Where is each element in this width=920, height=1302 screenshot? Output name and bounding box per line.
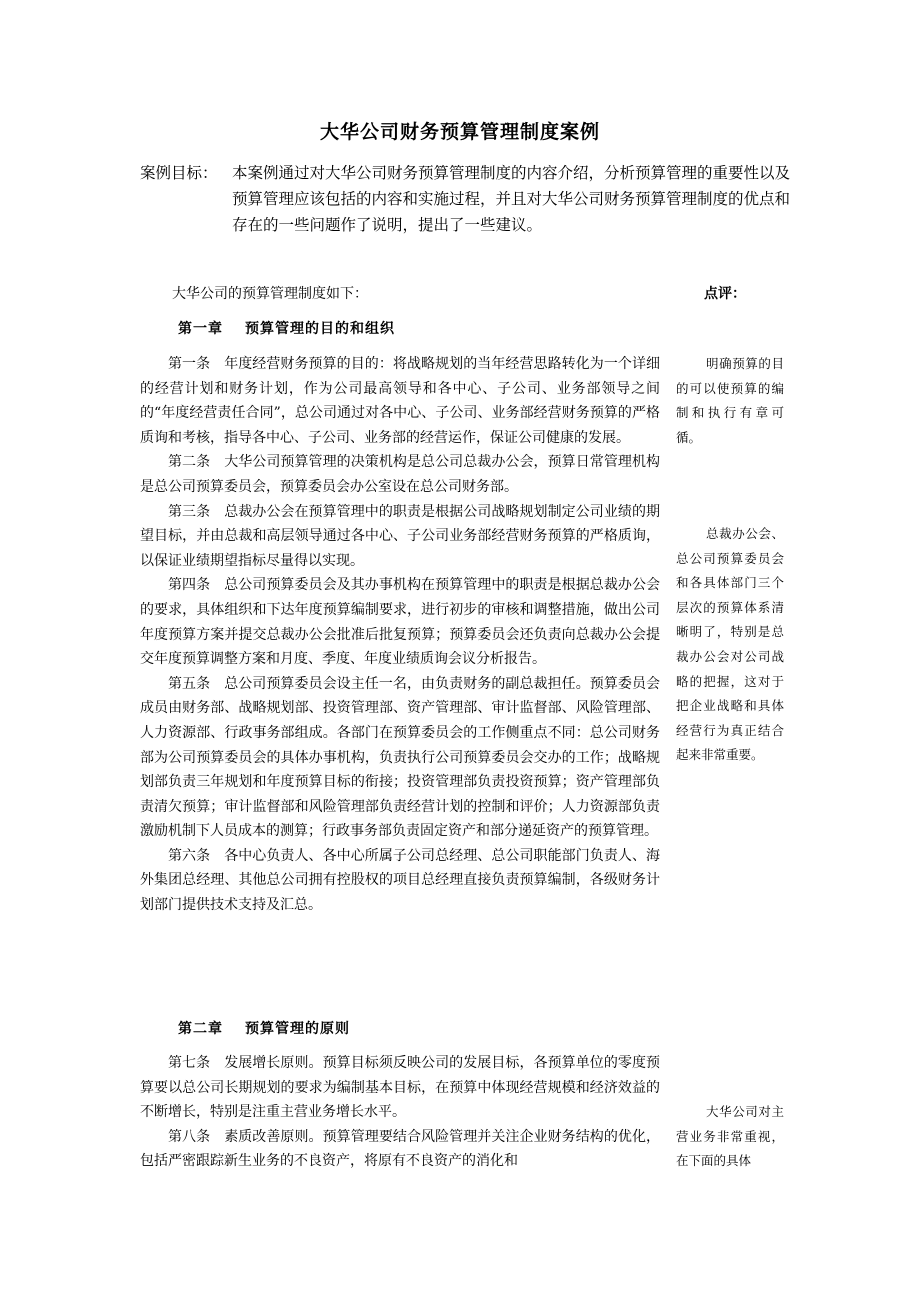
article-text: 发展增长原则。预算目标须反映公司的发展目标，各预算单位的零度预算要以总公司长期规划的要求为编制基本目标，在预算中体现经营规模和经济效益的不断增长，特别是注重主营业务增长水平。: [140, 1055, 661, 1121]
chapter-body: [140, 1051, 660, 1174]
article-text: 素质改善原则。预算管理要结合风险管理并关注企业财务结构的优化，包括严密跟踪新生业务的不良资产，将原有不良资产的消化和: [140, 1128, 661, 1170]
case-goal-text: 本案例通过对大华公司财务预算管理制度的内容介绍，分析预算管理的重要性以及预算管理应该包括的内容和实施过程，并且对大华公司财务预算管理制度的优点和存在的一些问题作了说明，提出了一些建议。: [232, 164, 791, 234]
article: [140, 1125, 660, 1174]
review-comment: [676, 1100, 784, 1174]
review-heading: 点评：: [704, 286, 746, 302]
article-number: 第一条: [168, 356, 211, 372]
chapter-title: 预算管理的原则: [245, 1021, 350, 1037]
document-title: 大华公司财务预算管理制度案例: [319, 121, 600, 143]
chapter-number: 第一章: [178, 321, 223, 337]
review-comment: [676, 522, 784, 768]
article-text: 总裁办公会在预算管理中的职责是根据公司战略规划制定公司业绩的期望目标，并由总裁和高层领导通过各中心、子公司业务部经营财务预算的严格质询，以保证业绩期望指标尽量得以实现。: [140, 503, 661, 569]
chapter-heading: [178, 1018, 350, 1038]
case-goal-label: 案例目标：: [140, 164, 218, 182]
article: [140, 573, 660, 671]
article-text: 大华公司预算管理的决策机构是总公司总裁办公会，预算日常管理机构是总公司预算委员会，预算委员会办公室设在总公司财务部。: [140, 454, 661, 495]
review-comment-text: 总裁办公会、总公司预算委员会和各具体部门三个层次的预算体系清晰明了，特别是总裁办公会对公司战略的把握，这对于把企业战略和具体经营行为真正结合起来非常重要。: [676, 526, 784, 763]
review-comment-text: 明确预算的目的可以使预算的编制和执行有章可循。: [676, 356, 784, 445]
chapter-title: 预算管理的目的和组织: [245, 321, 395, 337]
article-number: 第五条: [168, 675, 211, 692]
article-number: 第八条: [168, 1128, 211, 1145]
chapter-number: 第二章: [178, 1021, 223, 1037]
chapter-heading: [178, 318, 395, 338]
article-number: 第二条: [168, 454, 211, 471]
chapter-body: [140, 352, 660, 918]
article: [140, 500, 660, 574]
article-text: 年度经营财务预算的目的：将战略规划的当年经营思路转化为一个详细的经营计划和财务计划，作为公司最高领导和各中心、子公司、业务部领导之间的“年度经营责任合同”，总公司通过对各中心、子公司、业务部经营财务预算的严格质询和考核，指导各中心、子公司、业务部的经营运作，保证公司健康的发展。: [140, 356, 661, 446]
article-number: 第七条: [168, 1055, 211, 1071]
article-text: 总公司预算委员会设主任一名，由负责财务的副总裁担任。预算委员会成员由财务部、战略规划部、投资管理部、资产管理部、审计监督部、风险管理部、人力资源部、行政事务部组成。各部门在预算委员会的工作侧重点不同：总公司财务部为公司预算委员会的具体办事机构，负责执行公司预算委员会交办的工作；战略规划部负责三年规划和年度预算目标的衔接；投资管理部负责投资预算；资产管理部负责清欠预算；审计监督部和风险管理部负责经营计划的控制和评价；人力资源部负责激励机制下人员成本的测算；行政事务部负责固定资产和部分递延资产的预算管理。: [140, 675, 661, 840]
article-text: 总公司预算委员会及其办事机构在预算管理中的职责是根据总裁办公会的要求，具体组织和下达年度预算编制要求，进行初步的审核和调整措施，做出公司年度预算方案并提交总裁办公会批准后批复预算；预算委员会还负责向总裁办公会提交年度预算调整方案和月度、季度、年度业绩质询会议分析报告。: [140, 577, 661, 668]
article: [140, 672, 660, 844]
article: [140, 844, 660, 918]
review-comment-text: 大华公司对主营业务非常重视，在下面的具体: [676, 1104, 784, 1169]
review-comment: [676, 352, 784, 450]
article: [140, 352, 660, 450]
article-number: 第三条: [168, 503, 211, 520]
intro-text: 大华公司的预算管理制度如下：: [172, 286, 368, 302]
article-number: 第六条: [168, 847, 211, 864]
article-text: 各中心负责人、各中心所属子公司总经理、总公司职能部门负责人、海外集团总经理、其他总公司拥有控股权的项目总经理直接负责预算编制，各级财务计划部门提供技术支持及汇总。: [140, 847, 661, 914]
article-number: 第四条: [168, 577, 211, 594]
article: [140, 1051, 660, 1125]
article: [140, 450, 660, 499]
